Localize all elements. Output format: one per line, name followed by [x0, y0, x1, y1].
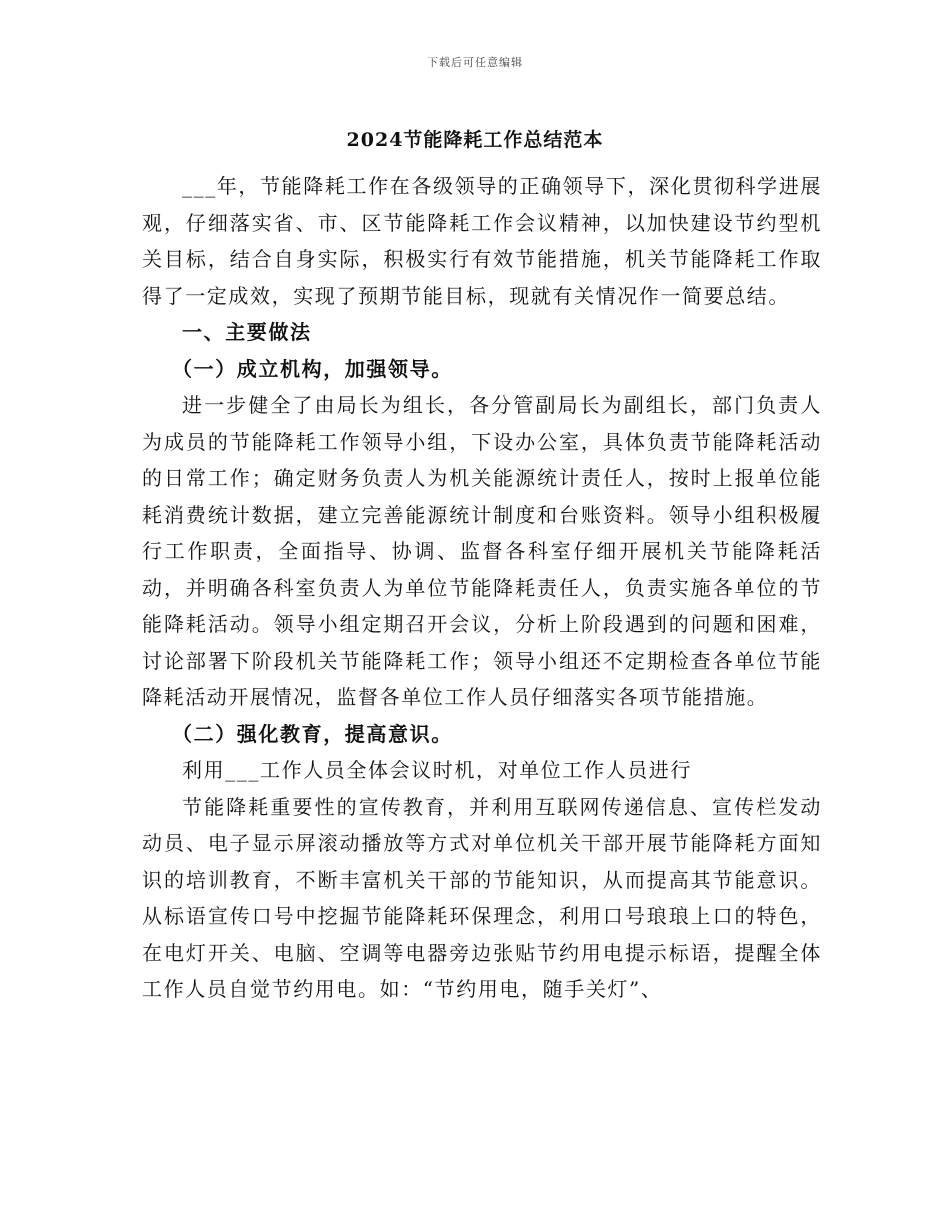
subsection-heading-1: （一）成立机构，加强领导。: [172, 356, 453, 381]
paragraph-2a: 利用___工作人员全体会议时机，对单位工作人员进行: [182, 758, 692, 782]
header-note: 下载后可任意编辑: [427, 56, 523, 69]
document-title: 2024节能降耗工作总结范本: [346, 129, 604, 151]
intro-paragraph: ___年，节能降耗工作在各级领导的正确领导下，深化贯彻科学进展观，仔细落实省、市、区节能降耗工作会议精神，以加快建设节约型机关目标，结合自身实际，积极实行有效节能措施，机关节能降耗工作取得了一定成效，实现了预期节能目标，现就有关情况作一简要总结。: [142, 174, 822, 308]
subsection-heading-2: （二）强化教育，提高意识。: [172, 721, 453, 746]
paragraph-1: 进一步健全了由局长为组长，各分管副局长为副组长，部门负责人为成员的节能降耗工作领导小组，下设办公室，具体负责节能降耗活动的日常工作；确定财务负责人为机关能源统计责任人，按时上报单位能耗消费统计数据，建立完善能源统计制度和台账资料。领导小组积极履行工作职责，全面指导、协调、监督各科室仔细开展机关节能降耗活动，并明确各科室负责人为单位节能降耗责任人，负责实施各单位的节能降耗活动。领导小组定期召开会议，分析上阶段遇到的问题和困难，讨论部署下阶段机关节能降耗工作；领导小组还不定期检查各单位节能降耗活动开展情况，监督各单位工作人员仔细落实各项节能措施。: [142, 393, 822, 709]
section-heading-1: 一、主要做法: [182, 320, 312, 344]
paragraph-2b: 节能降耗重要性的宣传教育，并利用互联网传递信息、宣传栏发动动员、电子显示屏滚动播放等方式对单位机关干部开展节能降耗方面知识的培训教育，不断丰富机关干部的节能知识，从而提高其节能意识。从标语宣传口号中挖掘节能降耗环保理念，利用口号琅琅上口的特色，在电灯开关、电脑、空调等电器旁边张贴节约用电提示标语，提醒全体工作人员自觉节约用电。如：“节约用电，随手关灯”、: [142, 794, 822, 1001]
document-body: [142, 168, 822, 1008]
